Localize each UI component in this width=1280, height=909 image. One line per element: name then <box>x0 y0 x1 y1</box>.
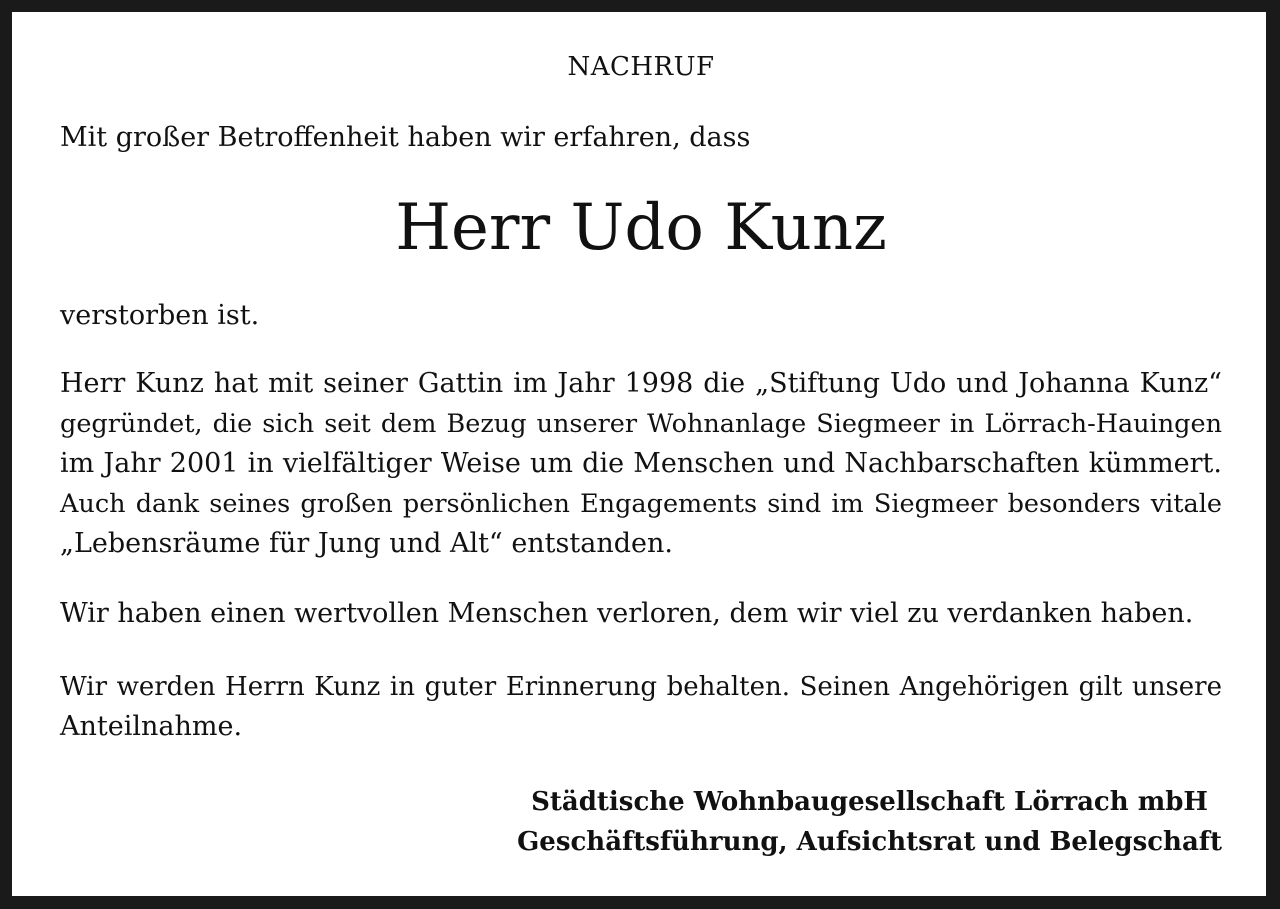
paragraph-line: Anteilnahme. <box>60 711 243 742</box>
paragraph-line: Wir werden Herrn Kunz in guter Erinnerung behalten. Seinen Angehörigen gilt unsere <box>60 672 1222 702</box>
deceased-name: Herr Udo Kunz <box>395 191 887 265</box>
deceased-text: verstorben ist. <box>60 300 260 331</box>
paragraph-line: gegründet, die sich seit dem Bezug unserer Wohnanlage Siegmeer in Lörrach-Hauingen <box>60 409 1222 439</box>
paragraph-line: Wir haben einen wertvollen Menschen verloren, dem wir viel zu verdanken haben. <box>60 598 1194 629</box>
paragraph-foundation <box>60 364 1222 564</box>
notice-heading: NACHRUF <box>567 52 715 82</box>
paragraph-condolence <box>60 667 1222 747</box>
paragraph-line: Herr Kunz hat mit seiner Gattin im Jahr 1998 die „Stiftung Udo und Johanna Kunz“ <box>60 368 1222 399</box>
obituary-notice <box>12 12 1266 896</box>
intro-text: Mit großer Betroffenheit haben wir erfahren, dass <box>60 122 751 153</box>
signature-bodies: Geschäftsführung, Aufsichtsrat und Belegschaft <box>517 827 1222 857</box>
paragraph-loss <box>60 594 1222 634</box>
paragraph-line: „Lebensräume für Jung und Alt“ entstanden. <box>60 528 673 559</box>
paragraph-line: im Jahr 2001 in vielfältiger Weise um die Menschen und Nachbarschaften kümmert. <box>60 448 1222 479</box>
signature-organization: Städtische Wohnbaugesellschaft Lörrach mbH <box>531 787 1208 817</box>
signature-block <box>517 782 1222 862</box>
paragraph-line: Auch dank seines großen persönlichen Engagements sind im Siegmeer besonders vitale <box>60 489 1222 519</box>
